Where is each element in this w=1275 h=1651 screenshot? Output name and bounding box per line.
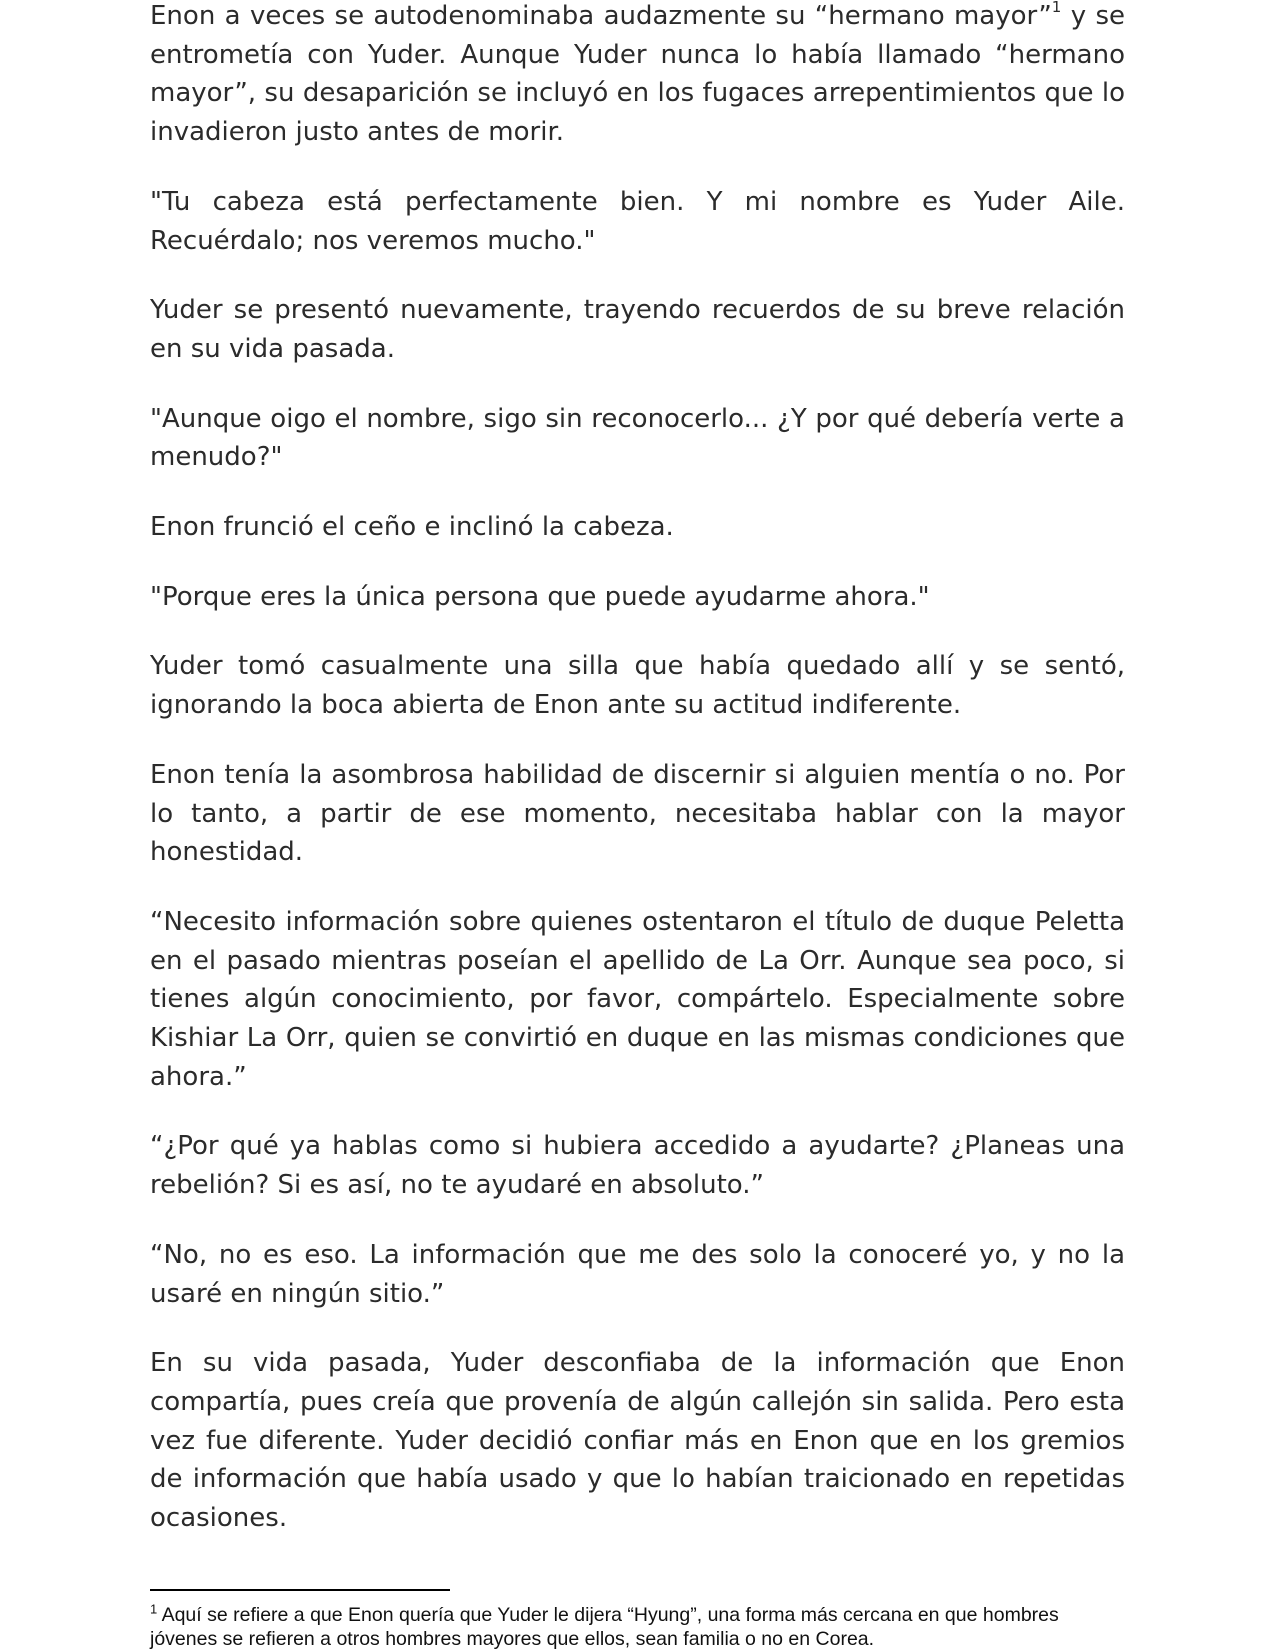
paragraph: En su vida pasada, Yuder desconfiaba de la información que Enon compartía, pues creía que provenía de algún callejón sin salida. Pero esta vez fue diferente. Yuder decidió confiar más en Enon que en los gremios de información que había usado y que lo habían traicionado en repetidas ocasiones.: [150, 1348, 1125, 1534]
document-page: [150, 0, 1125, 1650]
body-text: [150, 0, 1125, 1569]
paragraph: “¿Por qué ya hablas como si hubiera accedido a ayudarte? ¿Planeas una rebelión? Si es así, no te ayudaré en absoluto.”: [150, 1131, 1125, 1201]
paragraph: "Tu cabeza está perfectamente bien. Y mi nombre es Yuder Aile. Recuérdalo; nos veremos mucho.": [150, 186, 1125, 256]
footnote-text: [150, 1603, 1125, 1651]
paragraph: “No, no es eso. La información que me des solo la conoceré yo, y no la usaré en ningún sitio.”: [150, 1239, 1125, 1309]
paragraph: “Necesito información sobre quienes ostentaron el título de duque Peletta en el pasado mientras poseían el apellido de La Orr. Aunque sea poco, si tienes algún conocimiento, por favor, compártelo. Especialmente sobre Kishiar La Orr, quien se convirtió en duque en las mismas condiciones que ahora.”: [150, 906, 1125, 1092]
footnote-reference[interactable]: 1: [1051, 0, 1062, 17]
footnote-marker: 1: [150, 1601, 158, 1617]
paragraph: Enon frunció el ceño e inclinó la cabeza.: [150, 512, 674, 543]
paragraph: "Aunque oigo el nombre, sigo sin reconocerlo... ¿Y por qué debería verte a menudo?": [150, 403, 1125, 473]
footnote-body: Aquí se refiere a que Enon quería que Yuder le dijera “Hyung”, una forma más cercana en que hombres jóvenes se refieren a otros hombres mayores que ellos, sean familia o no en Corea.: [150, 1604, 1059, 1650]
footnote-separator: [150, 1589, 450, 1591]
paragraph: [150, 0, 1125, 152]
paragraph: Enon tenía la asombrosa habilidad de discernir si alguien mentía o no. Por lo tanto, a partir de ese momento, necesitaba hablar con la mayor honestidad.: [150, 759, 1125, 868]
paragraph: Yuder se presentó nuevamente, trayendo recuerdos de su breve relación en su vida pasada.: [150, 295, 1125, 364]
paragraph-text: y se entrometía con Yuder. Aunque Yuder nunca lo había llamado “hermano mayor”, su desaparición se incluyó en los fugaces arrepentimientos que lo invadieron justo antes de morir.: [150, 1, 1125, 148]
footnote: [150, 1603, 1125, 1651]
paragraph-text: Enon a veces se autodenominaba audazmente su “hermano mayor”: [150, 1, 1052, 31]
paragraph: "Porque eres la única persona que puede ayudarme ahora.": [150, 581, 930, 612]
paragraph: Yuder tomó casualmente una silla que había quedado allí y se sentó, ignorando la boca abierta de Enon ante su actitud indiferente.: [150, 651, 1125, 721]
